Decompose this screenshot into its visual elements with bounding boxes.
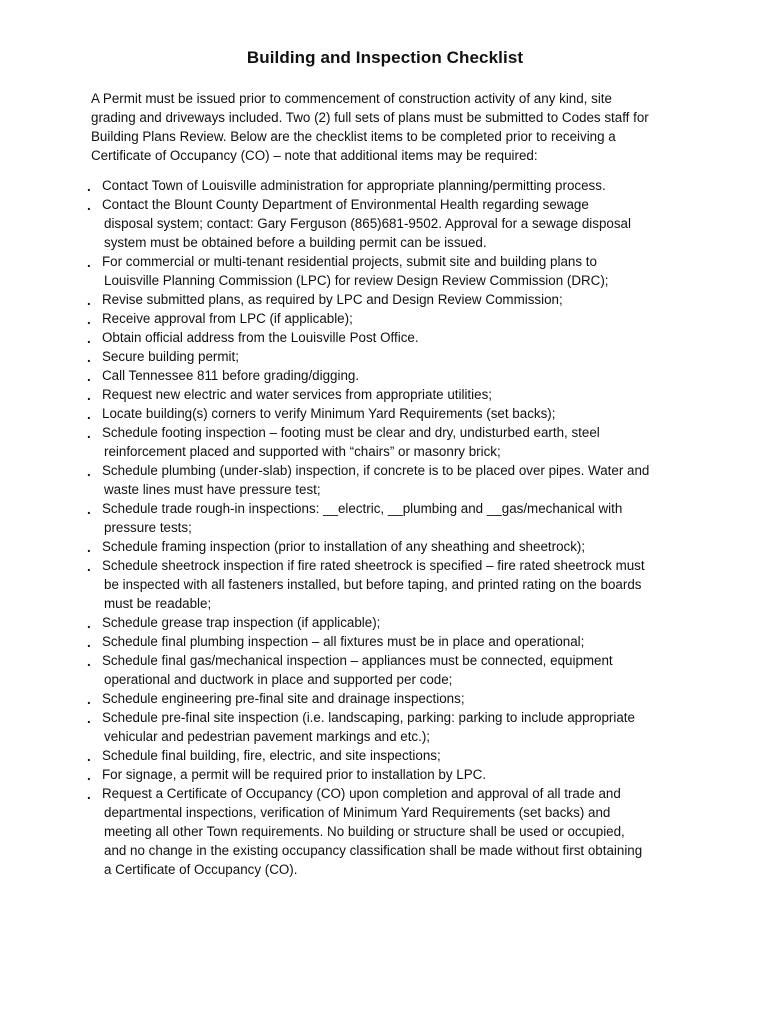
intro-line: grading and driveways included. Two (2) full sets of plans must be submitted to Codes staff for	[91, 110, 649, 125]
checklist-item-line: disposal system; contact: Gary Ferguson (865)681-9502. Approval for a sewage disposal	[104, 216, 631, 231]
checklist-item-line: Schedule footing inspection – footing must be clear and dry, undisturbed earth, steel	[102, 425, 600, 440]
bullet-icon: .	[87, 331, 91, 346]
intro-line: Building Plans Review. Below are the checklist items to be completed prior to receiving a	[91, 129, 616, 144]
bullet-icon: .	[87, 464, 91, 479]
checklist-item	[84, 404, 694, 423]
checklist	[84, 176, 694, 879]
intro-line: Certificate of Occupancy (CO) – note that additional items may be required:	[91, 148, 538, 163]
bullet-icon: .	[87, 711, 91, 726]
checklist-item-line: Schedule engineering pre-final site and drainage inspections;	[102, 691, 465, 706]
checklist-item-line: Schedule trade rough-in inspections: __electric, __plumbing and __gas/mechanical with	[102, 501, 623, 516]
checklist-item	[84, 632, 694, 651]
checklist-item	[84, 556, 694, 613]
checklist-item	[84, 195, 694, 252]
bullet-icon: .	[87, 350, 91, 365]
checklist-item	[84, 708, 694, 746]
checklist-item-line: Contact Town of Louisville administration for appropriate planning/permitting process.	[102, 178, 606, 193]
checklist-item	[84, 746, 694, 765]
checklist-item-line: Schedule final building, fire, electric, and site inspections;	[102, 748, 441, 763]
checklist-item-line: and no change in the existing occupancy classification shall be made without first obtaining	[104, 843, 643, 858]
intro-line: A Permit must be issued prior to commencement of construction activity of any kind, site	[91, 91, 612, 106]
checklist-item-line: Secure building permit;	[102, 349, 239, 364]
checklist-item	[84, 499, 694, 537]
checklist-item-line: Obtain official address from the Louisville Post Office.	[102, 330, 419, 345]
checklist-item	[84, 461, 694, 499]
checklist-item-line: meeting all other Town requirements. No building or structure shall be used or occupied,	[104, 824, 625, 839]
checklist-item-line: system must be obtained before a building permit can be issued.	[104, 235, 487, 250]
checklist-item-line: vehicular and pedestrian pavement markings and etc.);	[104, 729, 431, 744]
checklist-item-line: Schedule final plumbing inspection – all fixtures must be in place and operational;	[102, 634, 585, 649]
bullet-icon: .	[87, 540, 91, 555]
checklist-item	[84, 290, 694, 309]
bullet-icon: .	[87, 293, 91, 308]
checklist-item-line: Schedule sheetrock inspection if fire rated sheetrock is specified – fire rated sheetrock must	[102, 558, 645, 573]
checklist-item	[84, 537, 694, 556]
checklist-item-line: Schedule framing inspection (prior to installation of any sheathing and sheetrock);	[102, 539, 586, 554]
checklist-item	[84, 309, 694, 328]
intro-paragraph	[91, 89, 691, 165]
bullet-icon: .	[87, 654, 91, 669]
checklist-item-line: Contact the Blount County Department of Environmental Health regarding sewage	[102, 197, 589, 212]
bullet-icon: .	[87, 616, 91, 631]
checklist-item-line: Call Tennessee 811 before grading/digging.	[102, 368, 360, 383]
checklist-item-line: Schedule plumbing (under-slab) inspection, if concrete is to be placed over pipes. Water and	[102, 463, 650, 478]
checklist-item-line: Schedule grease trap inspection (if applicable);	[102, 615, 381, 630]
checklist-item-line: a Certificate of Occupancy (CO).	[104, 862, 298, 877]
bullet-icon: .	[87, 502, 91, 517]
checklist-item-line: For commercial or multi-tenant residential projects, submit site and building plans to	[102, 254, 597, 269]
checklist-item-line: operational and ductwork in place and supported per code;	[104, 672, 453, 687]
checklist-item-line: waste lines must have pressure test;	[104, 482, 321, 497]
checklist-item	[84, 613, 694, 632]
checklist-item	[84, 651, 694, 689]
bullet-icon: .	[87, 692, 91, 707]
checklist-item	[84, 784, 694, 879]
checklist-item-line: be inspected with all fasteners installed, but before taping, and printed rating on the boards	[104, 577, 642, 592]
checklist-item	[84, 689, 694, 708]
checklist-item-line: Revise submitted plans, as required by LPC and Design Review Commission;	[102, 292, 563, 307]
checklist-item-line: Locate building(s) corners to verify Minimum Yard Requirements (set backs);	[102, 406, 556, 421]
checklist-item-line: Schedule pre-final site inspection (i.e. landscaping, parking: parking to include appropriate	[102, 710, 635, 725]
checklist-item-line: Request new electric and water services from appropriate utilities;	[102, 387, 492, 402]
document-title: Building and Inspection Checklist	[246, 48, 524, 67]
checklist-item-line: must be readable;	[104, 596, 212, 611]
bullet-icon: .	[87, 426, 91, 441]
checklist-item-line: pressure tests;	[104, 520, 192, 535]
checklist-item	[84, 366, 694, 385]
checklist-item-line: Schedule final gas/mechanical inspection – appliances must be connected, equipment	[102, 653, 613, 668]
checklist-item-line: departmental inspections, verification of Minimum Yard Requirements (set backs) and	[104, 805, 611, 820]
checklist-item-line: For signage, a permit will be required prior to installation by LPC.	[102, 767, 487, 782]
checklist-item-line: Receive approval from LPC (if applicable);	[102, 311, 353, 326]
checklist-item	[84, 328, 694, 347]
checklist-item	[84, 423, 694, 461]
checklist-item	[84, 347, 694, 366]
checklist-item	[84, 765, 694, 784]
bullet-icon: .	[87, 407, 91, 422]
checklist-item-line: Request a Certificate of Occupancy (CO) upon completion and approval of all trade and	[102, 786, 621, 801]
checklist-item	[84, 385, 694, 404]
bullet-icon: .	[87, 559, 91, 574]
checklist-item	[84, 252, 694, 290]
bullet-icon: .	[87, 787, 91, 802]
bullet-icon: .	[87, 312, 91, 327]
bullet-icon: .	[87, 179, 91, 194]
bullet-icon: .	[87, 635, 91, 650]
bullet-icon: .	[87, 255, 91, 270]
checklist-item	[84, 176, 694, 195]
bullet-icon: .	[87, 388, 91, 403]
bullet-icon: .	[87, 369, 91, 384]
checklist-item-line: Louisville Planning Commission (LPC) for review Design Review Commission (DRC);	[104, 273, 609, 288]
bullet-icon: .	[87, 198, 91, 213]
bullet-icon: .	[87, 749, 91, 764]
bullet-icon: .	[87, 768, 91, 783]
checklist-item-line: reinforcement placed and supported with “chairs” or masonry brick;	[104, 444, 501, 459]
